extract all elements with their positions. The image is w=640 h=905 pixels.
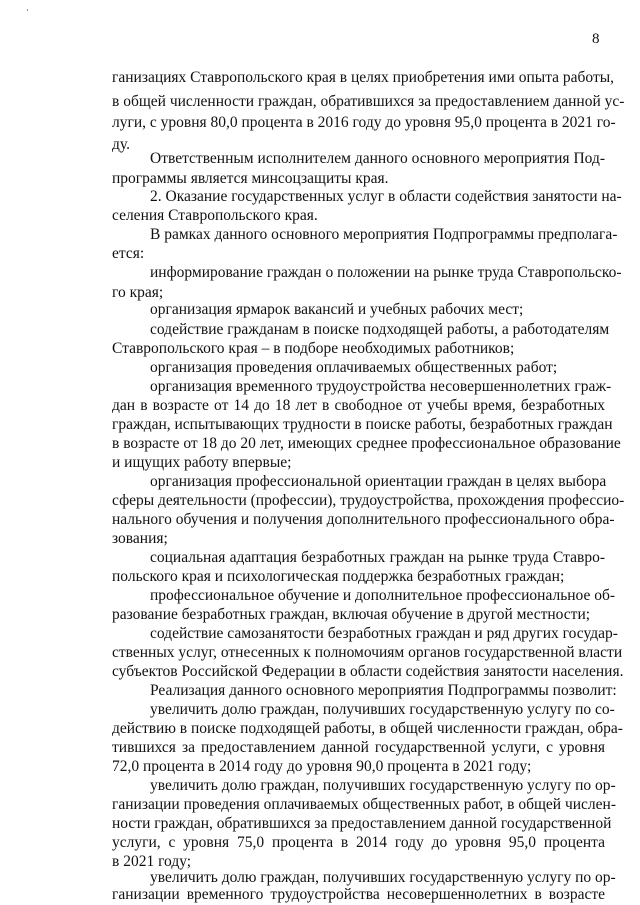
text-line: ственных услуг, отнесенных к полномочиям органов государственной власти [112, 644, 623, 661]
text-line: В рамках данного основного мероприятия Подпрограммы предполага- [150, 226, 618, 243]
text-line: го края; [112, 284, 164, 301]
text-line: 72,0 процента в 2014 году до уровня 90,0 процента в 2021 году; [112, 758, 532, 775]
text-line: граждан, испытывающих трудности в поиске работы, безработных граждан [112, 416, 613, 433]
text-line: ганизации проведения оплачиваемых общественных работ, в общей числен- [112, 796, 616, 813]
text-line: профессиональное обучение и дополнительное профессиональное об- [150, 587, 616, 604]
text-line: действию в поиске подходящей работы, в общей численности граждан, обра- [112, 720, 623, 737]
text-line: в 2021 году; [112, 853, 192, 870]
text-line: луги, с уровня 80,0 процента в 2016 году до уровня 95,0 процента в 2021 го- [112, 114, 616, 131]
text-line: разование безработных граждан, включая обучение в другой местности; [112, 606, 591, 623]
text-line: содействие самозанятости безработных граждан и ряд других государ- [150, 625, 618, 642]
text-line: Реализация данного основного мероприятия Подпрограммы позволит: [150, 682, 617, 699]
text-line: увеличить долю граждан, получивших государственную услугу по ор- [150, 869, 616, 886]
text-line: организация временного трудоустройства несовершеннолетних граж- [150, 378, 612, 395]
text-line: ду. [112, 136, 130, 153]
text-line: услуги, с уровня 75,0 процента в 2014 году до уровня 95,0 процента [112, 834, 605, 851]
text-line: ганизации временного трудоустройства несовершеннолетних в возрасте [112, 886, 605, 903]
text-line: нального обучения и получения дополнительного профессионального обра- [112, 511, 615, 528]
text-line: организация ярмарок вакансий и учебных рабочих мест; [150, 301, 524, 318]
text-line: сферы деятельности (профессии), трудоустройства, прохождения профессио- [112, 492, 625, 509]
text-line: зования; [112, 530, 168, 547]
text-line: Ставропольского края – в подборе необходимых работников; [112, 340, 515, 357]
text-line: организация профессиональной ориентации граждан в целях выбора [150, 473, 607, 490]
text-line: ганизациях Ставропольского края в целях приобретения ими опыта работы, [112, 69, 615, 86]
text-line: информирование граждан о положении на рынке труда Ставропольско- [150, 264, 622, 281]
text-line: в общей численности граждан, обратившихся за предоставлением данной ус- [112, 93, 625, 110]
text-line: в возрасте от 18 до 20 лет, имеющих среднее профессиональное образование [112, 435, 621, 452]
text-line: ется: [112, 245, 145, 262]
text-line: селения Ставропольского края. [112, 207, 318, 224]
text-line: 2. Оказание государственных услуг в области содействия занятости на- [150, 188, 622, 205]
text-line: субъектов Российской Федерации в области содействия занятости населения. [112, 663, 624, 680]
text-line: тившихся за предоставлением данной государственной услуги, с уровня [112, 739, 605, 756]
text-line: социальная адаптация безработных граждан на рынке труда Ставро- [150, 549, 605, 566]
text-line: увеличить долю граждан, получивших государственную услугу по со- [150, 701, 615, 718]
text-line: ности граждан, обратившихся за предоставлением данной государственной [112, 815, 612, 832]
page-number: 8 [592, 31, 600, 47]
text-line: дан в возрасте от 14 до 18 лет в свободное от учебы время, безработных [112, 397, 605, 414]
text-line: организация проведения оплачиваемых общественных работ; [150, 359, 558, 376]
text-line: увеличить долю граждан, получивших государственную услугу по ор- [150, 777, 616, 794]
text-line: содействие гражданам в поиске подходящей работы, а работодателям [150, 321, 610, 338]
text-line: программы является минсоцзащиты края. [112, 170, 389, 187]
text-line: Ответственным исполнителем данного основного мероприятия Под- [150, 150, 605, 167]
text-line: польского края и психологическая поддержка безработных граждан; [112, 568, 565, 585]
scan-speck [27, 9, 28, 11]
text-line: и ищущих работу впервые; [112, 454, 292, 471]
